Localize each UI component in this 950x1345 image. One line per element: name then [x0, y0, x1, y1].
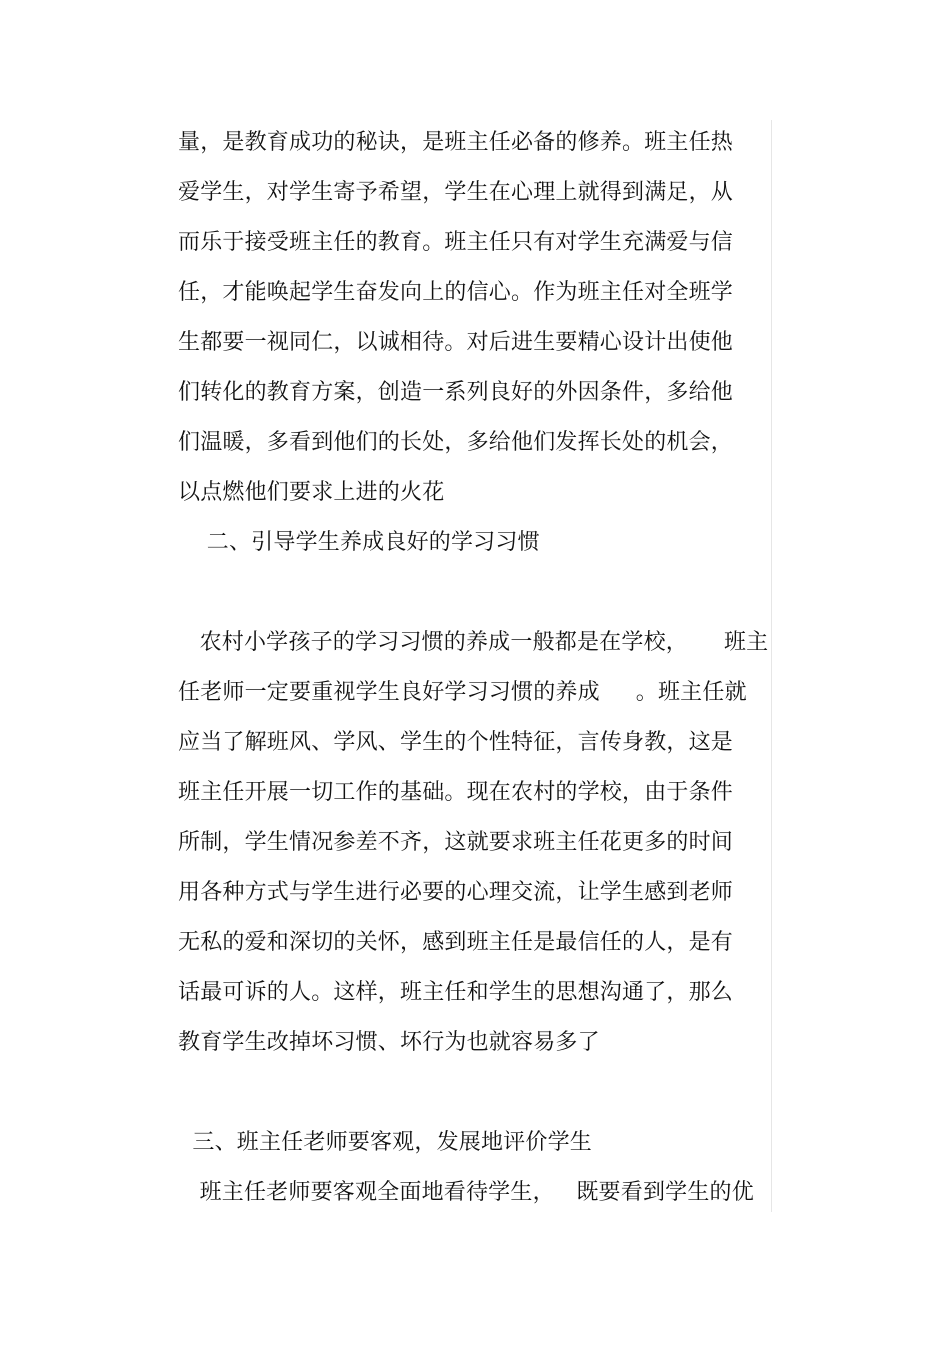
- page-margin-rule: [771, 120, 772, 1212]
- body-text-line: 任，才能唤起学生奋发向上的信心。作为班主任对全班学: [178, 280, 734, 305]
- body-text-line: 教育学生改掉坏习惯、坏行为也就容易多了: [178, 1030, 600, 1055]
- section-heading-3: 三、班主任老师要客观，发展地评价学生: [178, 1130, 592, 1155]
- body-text-line: 爱学生，对学生寄予希望，学生在心理上就得到满足，从: [178, 180, 734, 205]
- body-text-line: 用各种方式与学生进行必要的心理交流，让学生感到老师: [178, 880, 734, 905]
- body-text-line: 班主任开展一切工作的基础。现在农村的学校，由于条件: [178, 780, 734, 805]
- body-text-line: 生都要一视同仁，以诚相待。对后进生要精心设计出使他: [178, 330, 734, 355]
- body-text-line: 话最可诉的人。这样，班主任和学生的思想沟通了，那么: [178, 980, 734, 1005]
- body-text-line: 农村小学孩子的学习习惯的养成一般都是在学校， 班主: [178, 630, 769, 655]
- body-text-line: 任老师一定要重视学生良好学习习惯的养成 。班主任就: [178, 680, 747, 705]
- body-text-line: 们转化的教育方案，创造一系列良好的外因条件，多给他: [178, 380, 734, 405]
- body-text-line: 们温暖，多看到他们的长处，多给他们发挥长处的机会，: [178, 430, 734, 455]
- body-text-line: 以点燃他们要求上进的火花: [178, 480, 445, 505]
- section-heading-2: 二、引导学生养成良好的学习习惯: [178, 530, 540, 555]
- body-text-line: 量，是教育成功的秘诀，是班主任必备的修养。班主任热: [178, 130, 734, 155]
- body-text-line: 所制，学生情况参差不齐，这就要求班主任花更多的时间: [178, 830, 734, 855]
- body-text-line: 而乐于接受班主任的教育。班主任只有对学生充满爱与信: [178, 230, 734, 255]
- body-text-line: 班主任老师要客观全面地看待学生， 既要看到学生的优: [178, 1180, 754, 1205]
- body-text-line: 应当了解班风、学风、学生的个性特征，言传身教，这是: [178, 730, 734, 755]
- body-text-line: 无私的爱和深切的关怀，感到班主任是最信任的人，是有: [178, 930, 734, 955]
